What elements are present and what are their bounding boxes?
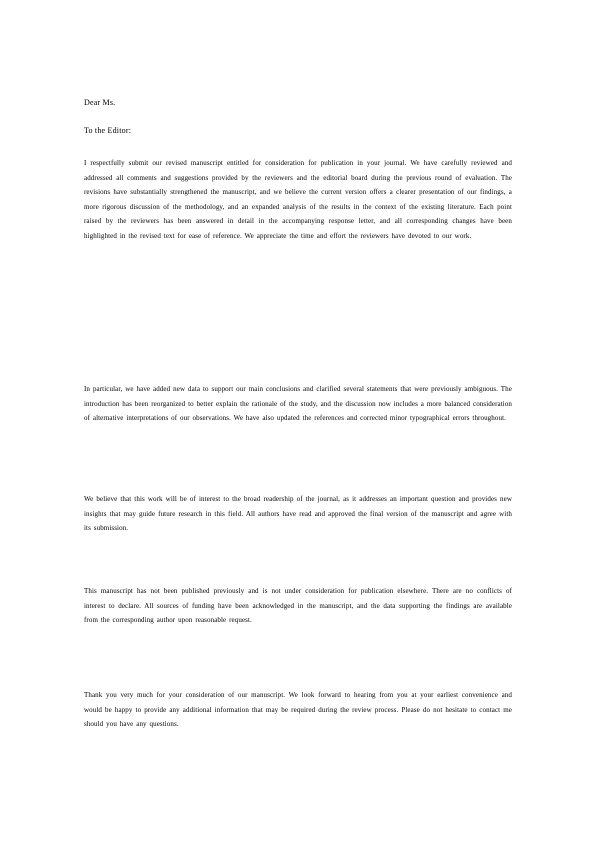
paragraph-text: I respectfully submit our revised manuscript entitled for consideration for publication in your journal. We have carefully reviewed and addressed all comments and suggestions provided by the reviewers and the editorial board during the previous round of evaluation. The revisions have substantially strengthened the manuscript, and we believe the current version offers a clearer presentation of our findings, a more rigorous discussion of the methodology, and an expanded analysis of the results in the context of the existing literature. Each point raised by the reviewers has been answered in detail in the accompanying response letter, and all corresponding changes have been highlighted in the revised text for ease of reference. We appreciate the time and effort the reviewers have devoted to our work. xyxy=(84,159,512,240)
paragraph-4 xyxy=(84,584,512,628)
paragraph-text: In particular, we have added new data to support our main conclusions and clarified several statements that were previously ambiguous. The introduction has been reorganized to better explain the rationale of the study, and the discussion now includes a more balanced consideration of alternative interpretations of our observations. We have also updated the references and corrected minor typographical errors throughout. xyxy=(84,385,512,423)
paragraph-text: This manuscript has not been published previously and is not under consideration for publication elsewhere. There are no conflicts of interest to declare. All sources of funding have been acknowledged in the manuscript, and the data supporting the findings are available from the corresponding author upon reasonable request. xyxy=(84,587,512,625)
paragraph-text: Thank you very much for your consideration of our manuscript. We look forward to hearing from you at your earliest convenience and would be happy to provide any additional information that may be required during the review process. Please do not hesitate to contact me should you have any questions. xyxy=(84,691,512,729)
paragraph-5 xyxy=(84,688,512,732)
date-line: Dear Ms. xyxy=(84,98,116,107)
paragraph-2 xyxy=(84,382,512,426)
paragraph-text: We believe that this work will be of interest to the broad readership of the journal, as it addresses an important question and provides new insights that may guide future research in this field. All authors have read and approved the final version of the manuscript and agree with its submission. xyxy=(84,495,512,533)
paragraph-1 xyxy=(84,156,512,244)
salutation: To the Editor: xyxy=(84,126,132,135)
paragraph-3 xyxy=(84,492,512,536)
